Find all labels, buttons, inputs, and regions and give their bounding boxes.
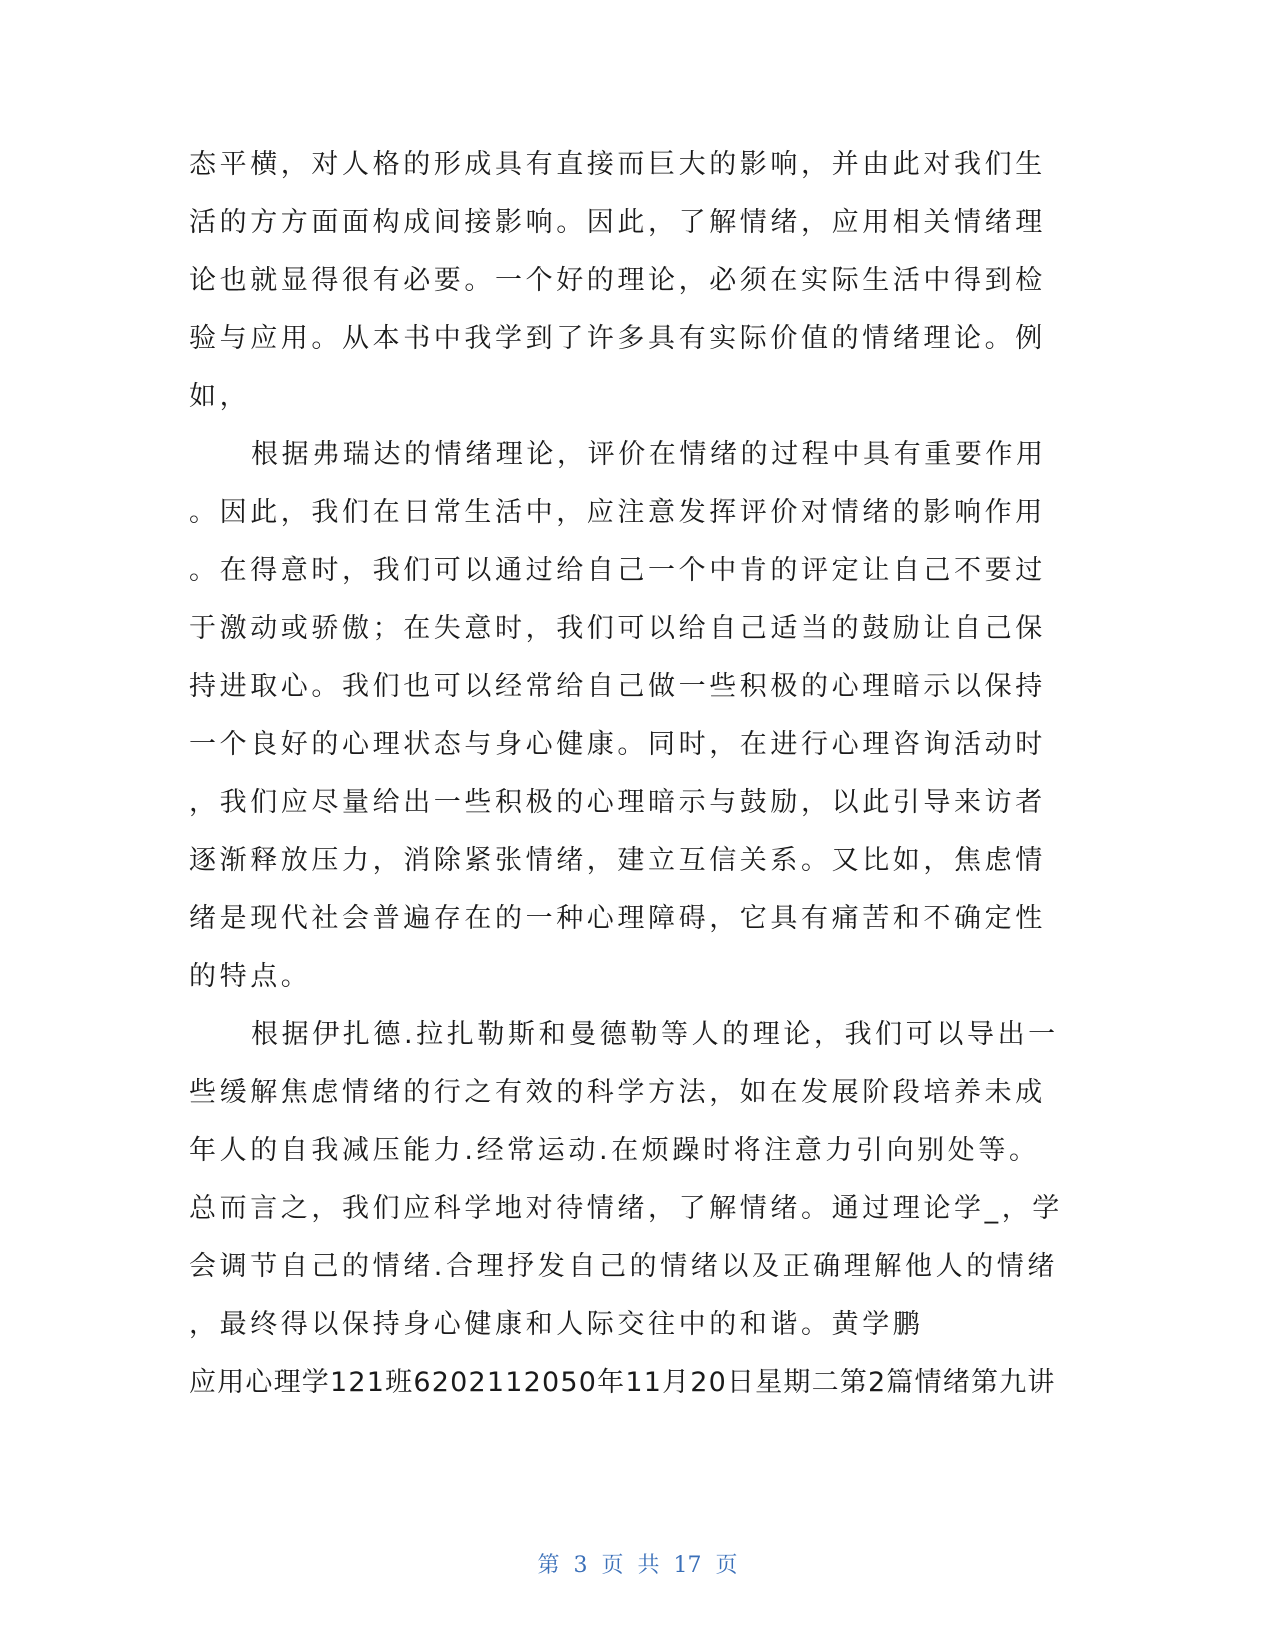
text-line: 活的方方面面构成间接影响。因此，了解情绪，应用相关情绪理 xyxy=(189,207,1046,238)
footer-page-number: 3 xyxy=(573,1553,588,1578)
text-line: 总而言之，我们应科学地对待情绪，了解情绪。通过理论学_，学 xyxy=(189,1193,1063,1224)
footer-suffix: 页 xyxy=(715,1553,738,1578)
text-line: 态平横，对人格的形成具有直接而巨大的影响，并由此对我们生 xyxy=(189,149,1046,180)
page-footer xyxy=(0,1548,1275,1579)
text-line: ，我们应尽量给出一些积极的心理暗示与鼓励，以此引导来访者 xyxy=(189,787,1046,818)
text-line: 逐渐释放压力，消除紧张情绪，建立互信关系。又比如，焦虑情 xyxy=(189,845,1046,876)
text-line: 的特点。 xyxy=(189,961,312,992)
text-line: 。因此，我们在日常生活中，应注意发挥评价对情绪的影响作用 xyxy=(189,497,1046,528)
text-line: 一个良好的心理状态与身心健康。同时，在进行心理咨询活动时 xyxy=(189,729,1046,760)
footer-total-pages: 17 xyxy=(673,1553,702,1578)
paragraph-start-line: 根据伊扎德.拉扎勒斯和曼德勒等人的理论，我们可以导出一 xyxy=(251,1019,1059,1050)
text-line: 持进取心。我们也可以经常给自己做一些积极的心理暗示以保持 xyxy=(189,671,1046,702)
footer-page-word: 页 xyxy=(601,1553,624,1578)
text-line: 应用心理学121班6202112050年11月20日星期二第2篇情绪第九讲 xyxy=(189,1367,1056,1398)
text-line: 年人的自我减压能力.经常运动.在烦躁时将注意力引向别处等。 xyxy=(189,1135,1040,1166)
text-line: 如， xyxy=(189,381,251,412)
text-line: ，最终得以保持身心健康和人际交往中的和谐。黄学鹏 xyxy=(189,1309,924,1340)
text-line: 论也就显得很有必要。一个好的理论，必须在实际生活中得到检 xyxy=(189,265,1046,296)
footer-prefix: 第 xyxy=(537,1553,560,1578)
text-line: 绪是现代社会普遍存在的一种心理障碍，它具有痛苦和不确定性 xyxy=(189,903,1046,934)
text-line: 验与应用。从本书中我学到了许多具有实际价值的情绪理论。例 xyxy=(189,323,1046,354)
footer-total-word: 共 xyxy=(637,1553,660,1578)
text-line: 些缓解焦虑情绪的行之有效的科学方法，如在发展阶段培养未成 xyxy=(189,1077,1046,1108)
text-line: 。在得意时，我们可以通过给自己一个中肯的评定让自己不要过 xyxy=(189,555,1046,586)
paragraph-start-line: 根据弗瑞达的情绪理论，评价在情绪的过程中具有重要作用 xyxy=(251,439,1047,470)
text-line: 于激动或骄傲；在失意时，我们可以给自己适当的鼓励让自己保 xyxy=(189,613,1046,644)
text-line: 会调节自己的情绪.合理抒发自己的情绪以及正确理解他人的情绪 xyxy=(189,1251,1058,1282)
